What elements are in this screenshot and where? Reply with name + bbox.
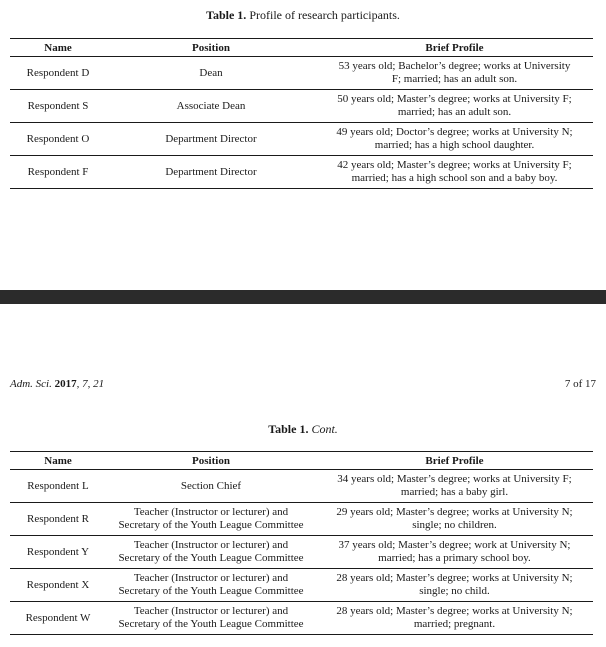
- profile-line: married; has a primary school boy.: [378, 552, 531, 564]
- position-line: Secretary of the Youth League Committee: [118, 585, 304, 597]
- table-caption-label: Table 1.: [268, 422, 309, 436]
- cell-profile: [316, 156, 593, 189]
- cell-name: Respondent D: [26, 66, 90, 79]
- cell-profile: [316, 470, 593, 503]
- cell-position: Department Director: [106, 123, 316, 156]
- profile-line: 53 years old; Bachelor’s degree; works at University: [338, 60, 571, 72]
- cell-position: Dean: [199, 66, 223, 79]
- profile-line: single; no child.: [419, 585, 490, 597]
- cell-profile: [316, 57, 593, 90]
- position-line: Teacher (Instructor or lecturer) and: [133, 572, 289, 584]
- table-caption-text: Cont.: [311, 422, 338, 436]
- header-brief-profile: Brief Profile: [316, 452, 593, 470]
- cell-profile: [316, 123, 593, 156]
- cell-position: [106, 536, 316, 569]
- position-line: Teacher (Instructor or lecturer) and: [133, 539, 289, 551]
- profile-line: married; has an adult son.: [397, 106, 512, 118]
- position-line: Teacher (Instructor or lecturer) and: [133, 506, 289, 518]
- table-row: [10, 156, 593, 189]
- profile-line: 49 years old; Doctor’s degree; works at University N;: [336, 126, 573, 138]
- table-caption-text: Profile of research participants.: [249, 8, 400, 22]
- cell-position: Department Director: [106, 156, 316, 189]
- page-bottom: [0, 304, 606, 647]
- table-header-row: [10, 39, 593, 57]
- cell-profile: [316, 503, 593, 536]
- cell-name: Respondent Y: [10, 536, 106, 569]
- profile-line: 42 years old; Master’s degree; works at University F;: [337, 159, 572, 171]
- cell-profile: [316, 569, 593, 602]
- cell-name: Respondent O: [10, 123, 106, 156]
- profile-line: 37 years old; Master’s degree; work at University N;: [338, 539, 571, 551]
- table-row: [10, 90, 593, 123]
- cell-profile: [316, 536, 593, 569]
- cell-name: Respondent R: [10, 503, 106, 536]
- header-position: Position: [106, 452, 316, 470]
- table-row: [10, 602, 593, 635]
- page-separator: [0, 290, 606, 304]
- cell-position: [106, 569, 316, 602]
- header-brief-profile: Brief Profile: [316, 39, 593, 57]
- cell-name: Respondent W: [10, 602, 106, 635]
- profile-line: married; pregnant.: [413, 618, 496, 630]
- running-header-citation: [10, 378, 104, 390]
- position-line: Secretary of the Youth League Committee: [118, 519, 304, 531]
- journal-volume-issue: , 7, 21: [76, 378, 105, 390]
- profile-line: 28 years old; Master’s degree; works at University N;: [336, 605, 573, 617]
- profile-line: 50 years old; Master’s degree; works at University F;: [337, 93, 572, 105]
- profile-line: 34 years old; Master’s degree; works at University F;: [337, 473, 572, 485]
- profile-line: married; has a baby girl.: [400, 486, 509, 498]
- cell-position: [106, 602, 316, 635]
- table-row: [10, 569, 593, 602]
- table-row: [10, 57, 593, 90]
- table-row: [10, 536, 593, 569]
- cell-position: [106, 503, 316, 536]
- profile-line: F; married; has an adult son.: [391, 73, 518, 85]
- journal-name: Adm. Sci.: [10, 378, 52, 390]
- header-name: Name: [10, 452, 106, 470]
- profile-line: married; has a high school son and a baby boy.: [351, 172, 558, 184]
- header-name: Name: [10, 39, 106, 57]
- cell-profile: [316, 90, 593, 123]
- table-row: [10, 123, 593, 156]
- participants-table-cont: [10, 451, 593, 635]
- profile-line: 29 years old; Master’s degree; works at University N;: [336, 506, 573, 518]
- cell-position: [106, 470, 316, 503]
- table-caption: [0, 8, 606, 23]
- header-position: Position: [106, 39, 316, 57]
- cell-name: Respondent L: [27, 479, 89, 492]
- cell-position: Associate Dean: [106, 90, 316, 123]
- profile-line: single; no children.: [412, 519, 497, 531]
- profile-line: 28 years old; Master’s degree; works at University N;: [336, 572, 573, 584]
- cell-name: Respondent S: [10, 90, 106, 123]
- participants-table: [10, 38, 593, 189]
- journal-year: 2017: [54, 378, 77, 390]
- table-caption-label: Table 1.: [206, 8, 247, 22]
- table-caption-cont: [0, 422, 606, 437]
- table-row: [10, 503, 593, 536]
- position-line: Secretary of the Youth League Committee: [118, 618, 304, 630]
- position-line: Teacher (Instructor or lecturer) and: [133, 605, 289, 617]
- cell-name: Respondent F: [10, 156, 106, 189]
- page-number: 7 of 17: [564, 378, 596, 390]
- page-top: [0, 0, 606, 290]
- table-row: [10, 470, 593, 503]
- cell-profile: [316, 602, 593, 635]
- position-line: Section Chief: [180, 479, 242, 492]
- profile-line: married; has a high school daughter.: [374, 139, 535, 151]
- table-header-row: [10, 452, 593, 470]
- position-line: Secretary of the Youth League Committee: [118, 552, 304, 564]
- cell-name: Respondent X: [10, 569, 106, 602]
